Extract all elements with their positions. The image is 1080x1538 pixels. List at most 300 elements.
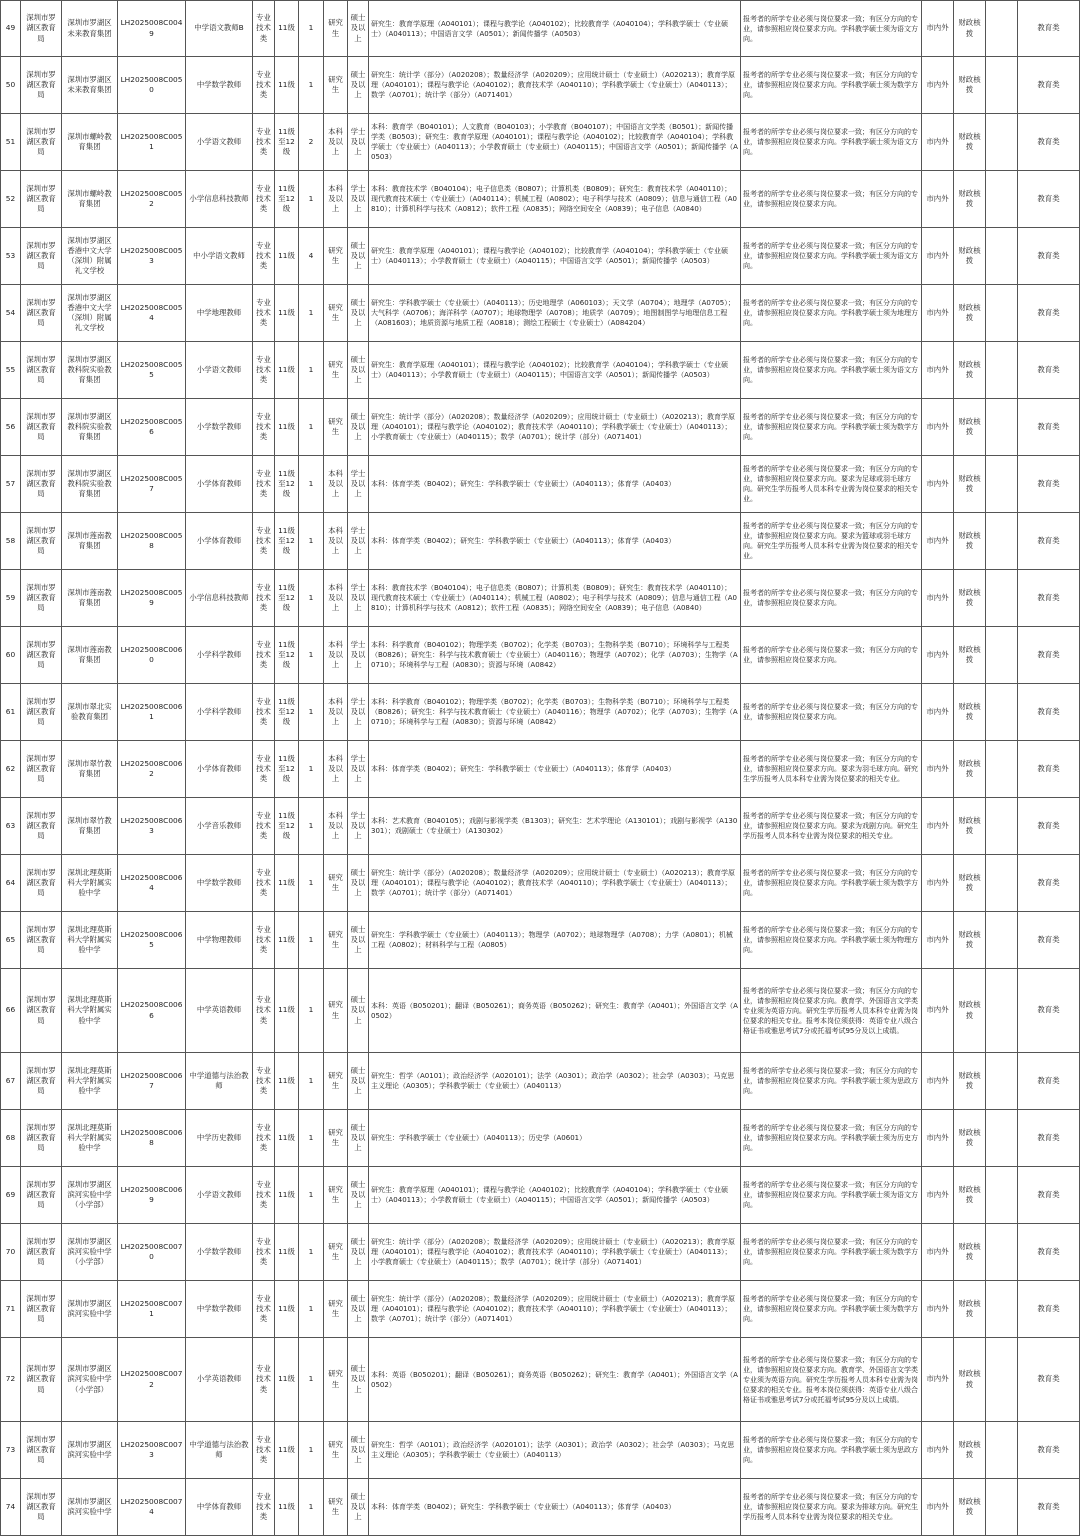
cell-funding: 财政核拨	[954, 1338, 986, 1422]
cell-position-type: 专业技术类	[253, 228, 275, 285]
cell-notes: 报考者的所学专业必须与岗位要求一致；有区分方向的专业，请参照相应岗位要求方向。	[741, 627, 922, 684]
cell-position-code: LH2025008C0061	[118, 684, 186, 741]
cell-notes: 报考者的所学专业必须与岗位要求一致；有区分方向的专业，请参照相应岗位要求方向。学科教学硕士须为物理方向。	[741, 912, 922, 969]
cell-notes: 报考者的所学专业必须与岗位要求一致；有区分方向的专业，请参照相应岗位要求方向。学科教学硕士须为思政方向。	[741, 1422, 922, 1479]
cell-position-name: 中学历史教师	[186, 1110, 253, 1167]
cell-funding: 财政核拨	[954, 57, 986, 114]
cell-headcount: 1	[299, 1281, 324, 1338]
cell-headcount: 1	[299, 1110, 324, 1167]
cell-notes: 报考者的所学专业必须与岗位要求一致；有区分方向的专业，请参照相应岗位要求方向。	[741, 570, 922, 627]
cell-majors: 本科：教育技术学（B040104）；电子信息类（B0807）；计算机类（B0809）；研究生：教育技术学（A040110）；现代教育技术硕士（专业硕士）（A040114）；机械工程（A0802）；电子科学与技术（A0809）；信息与通信工程（A0810）；计算机科学与技术（A0812）；软件工程（A0835）；网络空间安全（A0839）；电子信息（A0840）	[369, 570, 741, 627]
cell-degree: 硕士及以上	[348, 1281, 369, 1338]
cell-funding: 财政核拨	[954, 285, 986, 342]
cell-headcount: 1	[299, 456, 324, 513]
cell-category: 教育类	[1018, 228, 1080, 285]
cell-degree: 硕士及以上	[348, 912, 369, 969]
cell-unit: 深圳北理莫斯科大学附属实验中学	[62, 912, 118, 969]
table-row	[1, 456, 1080, 513]
cell-category: 教育类	[1018, 855, 1080, 912]
cell-empty	[986, 1110, 1018, 1167]
cell-position-type: 专业技术类	[253, 1053, 275, 1110]
cell-department: 深圳市罗湖区教育局	[21, 912, 62, 969]
cell-position-level: 11级	[275, 1224, 299, 1281]
cell-number: 52	[1, 171, 21, 228]
cell-education: 研究生	[324, 57, 348, 114]
cell-category: 教育类	[1018, 513, 1080, 570]
cell-number: 65	[1, 912, 21, 969]
cell-position-level: 11级	[275, 855, 299, 912]
cell-notes: 报考者的所学专业必须与岗位要求一致；有区分方向的专业，请参照相应岗位要求方向。教育学、外国语言文学类专业须为英语方向。研究生学历报考人员本科专业需为岗位要求的相关专业。报考本岗位须获得：英语专业八级合格证书或雅思考试7分或托福考试95分及以上成绩。	[741, 969, 922, 1053]
cell-position-type: 专业技术类	[253, 513, 275, 570]
cell-category: 教育类	[1018, 1338, 1080, 1422]
cell-position-level: 11级	[275, 969, 299, 1053]
cell-degree: 学士及以上	[348, 741, 369, 798]
cell-notes: 报考者的所学专业必须与岗位要求一致；有区分方向的专业，请参照相应岗位要求方向。要求为足球或羽毛球方向。研究生学历报考人员本科专业需为岗位要求的相关专业。	[741, 456, 922, 513]
cell-position-type: 专业技术类	[253, 912, 275, 969]
cell-position-name: 中学英语教师	[186, 969, 253, 1053]
cell-recruit-scope: 市内外	[922, 1422, 954, 1479]
cell-degree: 学士及以上	[348, 627, 369, 684]
cell-number: 55	[1, 342, 21, 399]
cell-education: 研究生	[324, 399, 348, 456]
cell-department: 深圳市罗湖区教育局	[21, 1338, 62, 1422]
cell-position-type: 专业技术类	[253, 855, 275, 912]
cell-recruit-scope: 市内外	[922, 1281, 954, 1338]
cell-position-type: 专业技术类	[253, 399, 275, 456]
cell-empty	[986, 1479, 1018, 1536]
cell-category: 教育类	[1018, 1422, 1080, 1479]
cell-unit: 深圳市罗湖区滨河实验中学	[62, 1422, 118, 1479]
cell-number: 71	[1, 1281, 21, 1338]
cell-unit: 深圳市罗湖区滨河实验中学（小学部）	[62, 1338, 118, 1422]
cell-number: 50	[1, 57, 21, 114]
cell-funding: 财政核拨	[954, 1, 986, 57]
cell-unit: 深圳市罗湖区教科院实验教育集团	[62, 399, 118, 456]
cell-headcount: 1	[299, 1224, 324, 1281]
cell-funding: 财政核拨	[954, 570, 986, 627]
cell-position-level: 11级	[275, 1338, 299, 1422]
cell-category: 教育类	[1018, 627, 1080, 684]
cell-degree: 硕士及以上	[348, 1338, 369, 1422]
cell-empty	[986, 1167, 1018, 1224]
cell-number: 53	[1, 228, 21, 285]
cell-unit: 深圳市罗湖区教科院实验教育集团	[62, 342, 118, 399]
cell-empty	[986, 1224, 1018, 1281]
cell-headcount: 1	[299, 57, 324, 114]
cell-majors: 研究生：学科教学硕士（专业硕士）（A040113）；历史学（A0601）	[369, 1110, 741, 1167]
cell-department: 深圳市罗湖区教育局	[21, 285, 62, 342]
cell-recruit-scope: 市内外	[922, 1224, 954, 1281]
cell-unit: 深圳市罗湖区滨河实验中学	[62, 1281, 118, 1338]
cell-position-type: 专业技术类	[253, 1224, 275, 1281]
cell-education: 研究生	[324, 285, 348, 342]
cell-notes: 报考者的所学专业必须与岗位要求一致；有区分方向的专业，请参照相应岗位要求方向。学科教学硕士须为思政方向。	[741, 1053, 922, 1110]
cell-recruit-scope: 市内外	[922, 570, 954, 627]
cell-notes: 报考者的所学专业必须与岗位要求一致；有区分方向的专业，请参照相应岗位要求方向。学科教学硕士须为语文方向。	[741, 228, 922, 285]
cell-degree: 硕士及以上	[348, 228, 369, 285]
cell-degree: 学士及以上	[348, 456, 369, 513]
cell-department: 深圳市罗湖区教育局	[21, 1224, 62, 1281]
cell-position-level: 11级	[275, 1167, 299, 1224]
table-body	[1, 1, 1080, 1536]
cell-empty	[986, 228, 1018, 285]
cell-unit: 深圳北理莫斯科大学附属实验中学	[62, 855, 118, 912]
cell-number: 70	[1, 1224, 21, 1281]
cell-position-level: 11级	[275, 1053, 299, 1110]
cell-position-type: 专业技术类	[253, 1479, 275, 1536]
cell-department: 深圳市罗湖区教育局	[21, 399, 62, 456]
table-row	[1, 1422, 1080, 1479]
cell-category: 教育类	[1018, 342, 1080, 399]
cell-number: 67	[1, 1053, 21, 1110]
cell-position-level: 11级	[275, 285, 299, 342]
cell-position-name: 小学体育教师	[186, 456, 253, 513]
cell-funding: 财政核拨	[954, 741, 986, 798]
cell-department: 深圳市罗湖区教育局	[21, 684, 62, 741]
cell-position-code: LH2025008C0062	[118, 741, 186, 798]
cell-position-code: LH2025008C0056	[118, 399, 186, 456]
cell-headcount: 1	[299, 627, 324, 684]
cell-empty	[986, 114, 1018, 171]
cell-education: 研究生	[324, 1167, 348, 1224]
cell-empty	[986, 285, 1018, 342]
cell-position-code: LH2025008C0064	[118, 855, 186, 912]
cell-majors: 本科：艺术教育（B040105）；戏剧与影视学类（B1303）；研究生：艺术学理论（A130101）；戏剧与影视学（A130301）；戏剧硕士（专业硕士）（A130302）	[369, 798, 741, 855]
table-row	[1, 285, 1080, 342]
cell-headcount: 1	[299, 570, 324, 627]
cell-position-name: 小学科学教师	[186, 627, 253, 684]
cell-recruit-scope: 市内外	[922, 114, 954, 171]
cell-department: 深圳市罗湖区教育局	[21, 456, 62, 513]
cell-degree: 硕士及以上	[348, 1167, 369, 1224]
cell-position-code: LH2025008C0057	[118, 456, 186, 513]
cell-empty	[986, 684, 1018, 741]
cell-position-type: 专业技术类	[253, 1422, 275, 1479]
cell-funding: 财政核拨	[954, 456, 986, 513]
cell-empty	[986, 912, 1018, 969]
table-row	[1, 684, 1080, 741]
cell-education: 研究生	[324, 228, 348, 285]
cell-number: 73	[1, 1422, 21, 1479]
cell-unit: 深圳市螺岭教育集团	[62, 114, 118, 171]
cell-funding: 财政核拨	[954, 513, 986, 570]
cell-position-type: 专业技术类	[253, 57, 275, 114]
cell-notes: 报考者的所学专业必须与岗位要求一致；有区分方向的专业，请参照相应岗位要求方向。学科教学硕士须为语文方向。	[741, 1167, 922, 1224]
cell-degree: 硕士及以上	[348, 342, 369, 399]
cell-number: 66	[1, 969, 21, 1053]
table-row	[1, 399, 1080, 456]
cell-position-name: 小学科学教师	[186, 684, 253, 741]
table-row	[1, 513, 1080, 570]
cell-position-code: LH2025008C0066	[118, 969, 186, 1053]
cell-majors: 本科：体育学类（B0402）；研究生：学科教学硕士（专业硕士）（A040113）；体育学（A0403）	[369, 513, 741, 570]
cell-position-code: LH2025008C0058	[118, 513, 186, 570]
cell-notes: 报考者的所学专业必须与岗位要求一致；有区分方向的专业，请参照相应岗位要求方向。要求为排球方向。研究生学历报考人员本科专业需为岗位要求的相关专业。	[741, 1479, 922, 1536]
cell-number: 56	[1, 399, 21, 456]
table-row	[1, 171, 1080, 228]
cell-department: 深圳市罗湖区教育局	[21, 570, 62, 627]
cell-position-name: 中学地理教师	[186, 285, 253, 342]
cell-education: 研究生	[324, 1110, 348, 1167]
cell-position-code: LH2025008C0065	[118, 912, 186, 969]
cell-education: 研究生	[324, 912, 348, 969]
cell-position-name: 小学英语教师	[186, 1338, 253, 1422]
cell-degree: 硕士及以上	[348, 855, 369, 912]
cell-headcount: 1	[299, 1479, 324, 1536]
cell-department: 深圳市罗湖区教育局	[21, 228, 62, 285]
cell-department: 深圳市罗湖区教育局	[21, 114, 62, 171]
cell-notes: 报考者的所学专业必须与岗位要求一致；有区分方向的专业，请参照相应岗位要求方向。学科教学硕士须为数学方向。	[741, 1281, 922, 1338]
cell-number: 62	[1, 741, 21, 798]
table-row	[1, 855, 1080, 912]
cell-recruit-scope: 市内外	[922, 798, 954, 855]
cell-empty	[986, 456, 1018, 513]
cell-education: 研究生	[324, 969, 348, 1053]
cell-category: 教育类	[1018, 798, 1080, 855]
cell-education: 本科及以上	[324, 798, 348, 855]
cell-position-level: 11级至12级	[275, 513, 299, 570]
cell-position-level: 11级	[275, 1422, 299, 1479]
cell-education: 本科及以上	[324, 513, 348, 570]
cell-funding: 财政核拨	[954, 855, 986, 912]
cell-department: 深圳市罗湖区教育局	[21, 1281, 62, 1338]
cell-majors: 研究生：统计学（部分）（A020208）；数量经济学（A020209）；应用统计硕士（专业硕士）（A020213）；教育学原理（A040101）；课程与教学论（A040102）；教育技术学（A040110）；学科教学硕士（专业硕士）（A040113）；小学教育硕士（专业硕士）（A040115）；数学（A0701）；统计学（部分）（A071401）	[369, 399, 741, 456]
cell-notes: 报考者的所学专业必须与岗位要求一致；有区分方向的专业，请参照相应岗位要求方向。	[741, 171, 922, 228]
cell-position-type: 专业技术类	[253, 1167, 275, 1224]
table-row	[1, 798, 1080, 855]
cell-recruit-scope: 市内外	[922, 342, 954, 399]
cell-position-level: 11级至12级	[275, 171, 299, 228]
table-row	[1, 1, 1080, 57]
cell-position-type: 专业技术类	[253, 342, 275, 399]
cell-empty	[986, 171, 1018, 228]
cell-funding: 财政核拨	[954, 912, 986, 969]
cell-position-name: 小学语文教师	[186, 114, 253, 171]
cell-department: 深圳市罗湖区教育局	[21, 1053, 62, 1110]
cell-empty	[986, 570, 1018, 627]
cell-category: 教育类	[1018, 570, 1080, 627]
cell-category: 教育类	[1018, 1, 1080, 57]
cell-education: 本科及以上	[324, 684, 348, 741]
cell-empty	[986, 741, 1018, 798]
cell-notes: 报考者的所学专业必须与岗位要求一致；有区分方向的专业，请参照相应岗位要求方向。要求为篮球或羽毛球方向。研究生学历报考人员本科专业需为岗位要求的相关专业。	[741, 513, 922, 570]
cell-position-code: LH2025008C0071	[118, 1281, 186, 1338]
cell-position-name: 中学道德与法治教师	[186, 1053, 253, 1110]
cell-position-name: 小学体育教师	[186, 513, 253, 570]
cell-position-type: 专业技术类	[253, 1338, 275, 1422]
cell-unit: 深圳市罗湖区滨河实验中学	[62, 1479, 118, 1536]
cell-degree: 硕士及以上	[348, 285, 369, 342]
cell-department: 深圳市罗湖区教育局	[21, 855, 62, 912]
cell-position-name: 中学道德与法治教师	[186, 1422, 253, 1479]
cell-majors: 本科：体育学类（B0402）；研究生：学科教学硕士（专业硕士）（A040113）；体育学（A0403）	[369, 1479, 741, 1536]
cell-recruit-scope: 市内外	[922, 912, 954, 969]
cell-position-level: 11级	[275, 228, 299, 285]
cell-funding: 财政核拨	[954, 1479, 986, 1536]
cell-recruit-scope: 市内外	[922, 1053, 954, 1110]
cell-category: 教育类	[1018, 969, 1080, 1053]
cell-position-level: 11级	[275, 342, 299, 399]
cell-headcount: 1	[299, 1167, 324, 1224]
cell-degree: 学士及以上	[348, 114, 369, 171]
table-row	[1, 1281, 1080, 1338]
cell-category: 教育类	[1018, 171, 1080, 228]
cell-number: 49	[1, 1, 21, 57]
cell-empty	[986, 1, 1018, 57]
cell-notes: 报考者的所学专业必须与岗位要求一致；有区分方向的专业，请参照相应岗位要求方向。教育学、外国语言文学类专业须为英语方向。研究生学历报考人员本科专业需为岗位要求的相关专业。报考本岗位须获得：英语专业八级合格证书或雅思考试7分或托福考试95分及以上成绩。	[741, 1338, 922, 1422]
cell-recruit-scope: 市内外	[922, 171, 954, 228]
cell-position-level: 11级至12级	[275, 456, 299, 513]
cell-education: 研究生	[324, 1224, 348, 1281]
cell-position-name: 中学数学教师	[186, 57, 253, 114]
cell-recruit-scope: 市内外	[922, 285, 954, 342]
cell-position-code: LH2025008C0055	[118, 342, 186, 399]
cell-department: 深圳市罗湖区教育局	[21, 1, 62, 57]
cell-majors: 本科：英语（B050201）；翻译（B050261）；商务英语（B050262）；研究生：教育学（A0401）；外国语言文学（A0502）	[369, 1338, 741, 1422]
table-row	[1, 114, 1080, 171]
cell-position-level: 11级	[275, 912, 299, 969]
cell-degree: 硕士及以上	[348, 1224, 369, 1281]
cell-funding: 财政核拨	[954, 1224, 986, 1281]
cell-notes: 报考者的所学专业必须与岗位要求一致；有区分方向的专业，请参照相应岗位要求方向。学科教学硕士须为数学方向。	[741, 1224, 922, 1281]
cell-empty	[986, 627, 1018, 684]
cell-education: 本科及以上	[324, 741, 348, 798]
cell-unit: 深圳市莲南教育集团	[62, 627, 118, 684]
cell-degree: 硕士及以上	[348, 1053, 369, 1110]
cell-position-type: 专业技术类	[253, 798, 275, 855]
cell-education: 本科及以上	[324, 171, 348, 228]
cell-headcount: 1	[299, 1338, 324, 1422]
cell-position-type: 专业技术类	[253, 741, 275, 798]
cell-education: 研究生	[324, 1422, 348, 1479]
cell-recruit-scope: 市内外	[922, 1, 954, 57]
cell-majors: 本科：科学教育（B040102）；物理学类（B0702）；化学类（B0703）；生物科学类（B0710）；环境科学与工程类（B0826）；研究生：科学与技术教育硕士（专业硕士）（A040116）；物理学（A0702）；化学（A0703）；生物学（A0710）；环境科学与工程（A0830）；资源与环境（A0842）	[369, 684, 741, 741]
table-row	[1, 1224, 1080, 1281]
cell-headcount: 1	[299, 855, 324, 912]
cell-notes: 报考者的所学专业必须与岗位要求一致；有区分方向的专业，请参照相应岗位要求方向。学科教学硕士须为语文方向。	[741, 1, 922, 57]
cell-majors: 本科：英语（B050201）；翻译（B050261）；商务英语（B050262）；研究生：教育学（A0401）；外国语言文学（A0502）	[369, 969, 741, 1053]
cell-unit: 深圳市罗湖区未来教育集团	[62, 57, 118, 114]
cell-notes: 报考者的所学专业必须与岗位要求一致；有区分方向的专业，请参照相应岗位要求方向。学科教学硕士须为语文方向。	[741, 342, 922, 399]
cell-education: 本科及以上	[324, 114, 348, 171]
cell-position-name: 中学物理教师	[186, 912, 253, 969]
cell-majors: 本科：体育学类（B0402）；研究生：学科教学硕士（专业硕士）（A040113）；体育学（A0403）	[369, 456, 741, 513]
cell-position-level: 11级至12级	[275, 684, 299, 741]
cell-majors: 研究生：统计学（部分）（A020208）；数量经济学（A020209）；应用统计硕士（专业硕士）（A020213）；教育学原理（A040101）；课程与教学论（A040102）；教育技术学（A040110）；学科教学硕士（专业硕士）（A040113）；数学（A0701）；统计学（部分）（A071401）	[369, 57, 741, 114]
cell-number: 58	[1, 513, 21, 570]
cell-recruit-scope: 市内外	[922, 627, 954, 684]
cell-majors: 研究生：教育学原理（A040101）；课程与教学论（A040102）；比较教育学（A040104）；学科教学硕士（专业硕士）（A040113）；小学教育硕士（专业硕士）（A040115）；中国语言文学（A0501）；新闻传播学（A0503）	[369, 1167, 741, 1224]
cell-category: 教育类	[1018, 285, 1080, 342]
cell-position-level: 11级至12级	[275, 627, 299, 684]
cell-majors: 研究生：教育学原理（A040101）；课程与教学论（A040102）；比较教育学（A040104）；学科教学硕士（专业硕士）（A040113）；中国语言文学（A0501）；新闻传播学（A0503）	[369, 1, 741, 57]
table-row	[1, 57, 1080, 114]
cell-department: 深圳市罗湖区教育局	[21, 1479, 62, 1536]
cell-degree: 学士及以上	[348, 684, 369, 741]
cell-empty	[986, 513, 1018, 570]
cell-headcount: 1	[299, 342, 324, 399]
cell-unit: 深圳市罗湖区香港中文大学（深圳）附属礼文学校	[62, 285, 118, 342]
cell-position-level: 11级	[275, 399, 299, 456]
cell-headcount: 1	[299, 171, 324, 228]
cell-position-type: 专业技术类	[253, 1281, 275, 1338]
cell-department: 深圳市罗湖区教育局	[21, 741, 62, 798]
cell-notes: 报考者的所学专业必须与岗位要求一致；有区分方向的专业，请参照相应岗位要求方向。学科教学硕士须为数学方向。	[741, 57, 922, 114]
cell-degree: 学士及以上	[348, 513, 369, 570]
cell-unit: 深圳市罗湖区滨河实验中学（小学部）	[62, 1224, 118, 1281]
cell-notes: 报考者的所学专业必须与岗位要求一致；有区分方向的专业，请参照相应岗位要求方向。学科教学硕士须为地理方向。	[741, 285, 922, 342]
cell-funding: 财政核拨	[954, 228, 986, 285]
cell-notes: 报考者的所学专业必须与岗位要求一致；有区分方向的专业，请参照相应岗位要求方向。学科教学硕士须为历史方向。	[741, 1110, 922, 1167]
cell-funding: 财政核拨	[954, 399, 986, 456]
cell-majors: 研究生：学科教学硕士（专业硕士）（A040113）；历史地理学（A060103）；天文学（A0704）；地理学（A0705）；大气科学（A0706）；海洋科学（A0707）；地球物理学（A0708）；地质学（A0709）；地图制图学与地理信息工程（A081603）；地质资源与地质工程（A0818）；测绘工程硕士（专业硕士）（A084204）	[369, 285, 741, 342]
cell-position-code: LH2025008C0052	[118, 171, 186, 228]
cell-degree: 学士及以上	[348, 171, 369, 228]
cell-position-code: LH2025008C0053	[118, 228, 186, 285]
cell-position-name: 小学音乐教师	[186, 798, 253, 855]
cell-position-type: 专业技术类	[253, 1, 275, 57]
cell-category: 教育类	[1018, 1110, 1080, 1167]
cell-degree: 硕士及以上	[348, 1422, 369, 1479]
cell-position-code: LH2025008C0059	[118, 570, 186, 627]
cell-unit: 深圳市翠竹教育集团	[62, 798, 118, 855]
cell-majors: 研究生：统计学（部分）（A020208）；数量经济学（A020209）；应用统计硕士（专业硕士）（A020213）；教育学原理（A040101）；课程与教学论（A040102）；教育技术学（A040110）；学科教学硕士（专业硕士）（A040113）；数学（A0701）；统计学（部分）（A071401）	[369, 1281, 741, 1338]
cell-majors: 研究生：教育学原理（A040101）；课程与教学论（A040102）；比较教育学（A040104）；学科教学硕士（专业硕士）（A040113）；小学教育硕士（专业硕士）（A040115）；中国语言文学（A0501）；新闻传播学（A0503）	[369, 228, 741, 285]
cell-degree: 学士及以上	[348, 570, 369, 627]
cell-position-code: LH2025008C0049	[118, 1, 186, 57]
cell-position-code: LH2025008C0068	[118, 1110, 186, 1167]
cell-position-level: 11级	[275, 1281, 299, 1338]
cell-headcount: 1	[299, 684, 324, 741]
cell-department: 深圳市罗湖区教育局	[21, 342, 62, 399]
cell-degree: 硕士及以上	[348, 1479, 369, 1536]
cell-recruit-scope: 市内外	[922, 513, 954, 570]
cell-majors: 本科：科学教育（B040102）；物理学类（B0702）；化学类（B0703）；生物科学类（B0710）；环境科学与工程类（B0826）；研究生：科学与技术教育硕士（专业硕士）（A040116）；物理学（A0702）；化学（A0703）；生物学（A0710）；环境科学与工程（A0830）；资源与环境（A0842）	[369, 627, 741, 684]
cell-funding: 财政核拨	[954, 1167, 986, 1224]
cell-position-type: 专业技术类	[253, 456, 275, 513]
cell-category: 教育类	[1018, 741, 1080, 798]
cell-position-name: 小学信息科技教师	[186, 570, 253, 627]
cell-position-code: LH2025008C0073	[118, 1422, 186, 1479]
table-row	[1, 912, 1080, 969]
cell-position-level: 11级至12级	[275, 570, 299, 627]
table-row	[1, 570, 1080, 627]
cell-unit: 深圳北理莫斯科大学附属实验中学	[62, 1110, 118, 1167]
table-row	[1, 1053, 1080, 1110]
cell-number: 74	[1, 1479, 21, 1536]
cell-position-name: 小学语文教师	[186, 342, 253, 399]
cell-majors: 研究生：统计学（部分）（A020208）；数量经济学（A020209）；应用统计硕士（专业硕士）（A020213）；教育学原理（A040101）；课程与教学论（A040102）；教育技术学（A040110）；学科教学硕士（专业硕士）（A040113）；小学教育硕士（专业硕士）（A040115）；数学（A0701）；统计学（部分）（A071401）	[369, 1224, 741, 1281]
cell-position-level: 11级	[275, 1479, 299, 1536]
cell-category: 教育类	[1018, 1053, 1080, 1110]
cell-number: 61	[1, 684, 21, 741]
table-row	[1, 228, 1080, 285]
cell-recruit-scope: 市内外	[922, 57, 954, 114]
cell-majors: 研究生：哲学（A0101）；政治经济学（A020101）；法学（A0301）；政治学（A0302）；社会学（A0303）；马克思主义理论（A0305）；学科教学硕士（专业硕士）（A040113）	[369, 1422, 741, 1479]
cell-position-name: 中学数学教师	[186, 1281, 253, 1338]
cell-notes: 报考者的所学专业必须与岗位要求一致；有区分方向的专业，请参照相应岗位要求方向。	[741, 684, 922, 741]
cell-position-name: 中学数学教师	[186, 855, 253, 912]
cell-unit: 深圳市罗湖区香港中文大学（深圳）附属礼文学校	[62, 228, 118, 285]
cell-department: 深圳市罗湖区教育局	[21, 1167, 62, 1224]
cell-category: 教育类	[1018, 399, 1080, 456]
cell-empty	[986, 798, 1018, 855]
cell-unit: 深圳北理莫斯科大学附属实验中学	[62, 969, 118, 1053]
cell-position-level: 11级至12级	[275, 741, 299, 798]
cell-position-type: 专业技术类	[253, 570, 275, 627]
cell-unit: 深圳市螺岭教育集团	[62, 171, 118, 228]
cell-education: 本科及以上	[324, 456, 348, 513]
